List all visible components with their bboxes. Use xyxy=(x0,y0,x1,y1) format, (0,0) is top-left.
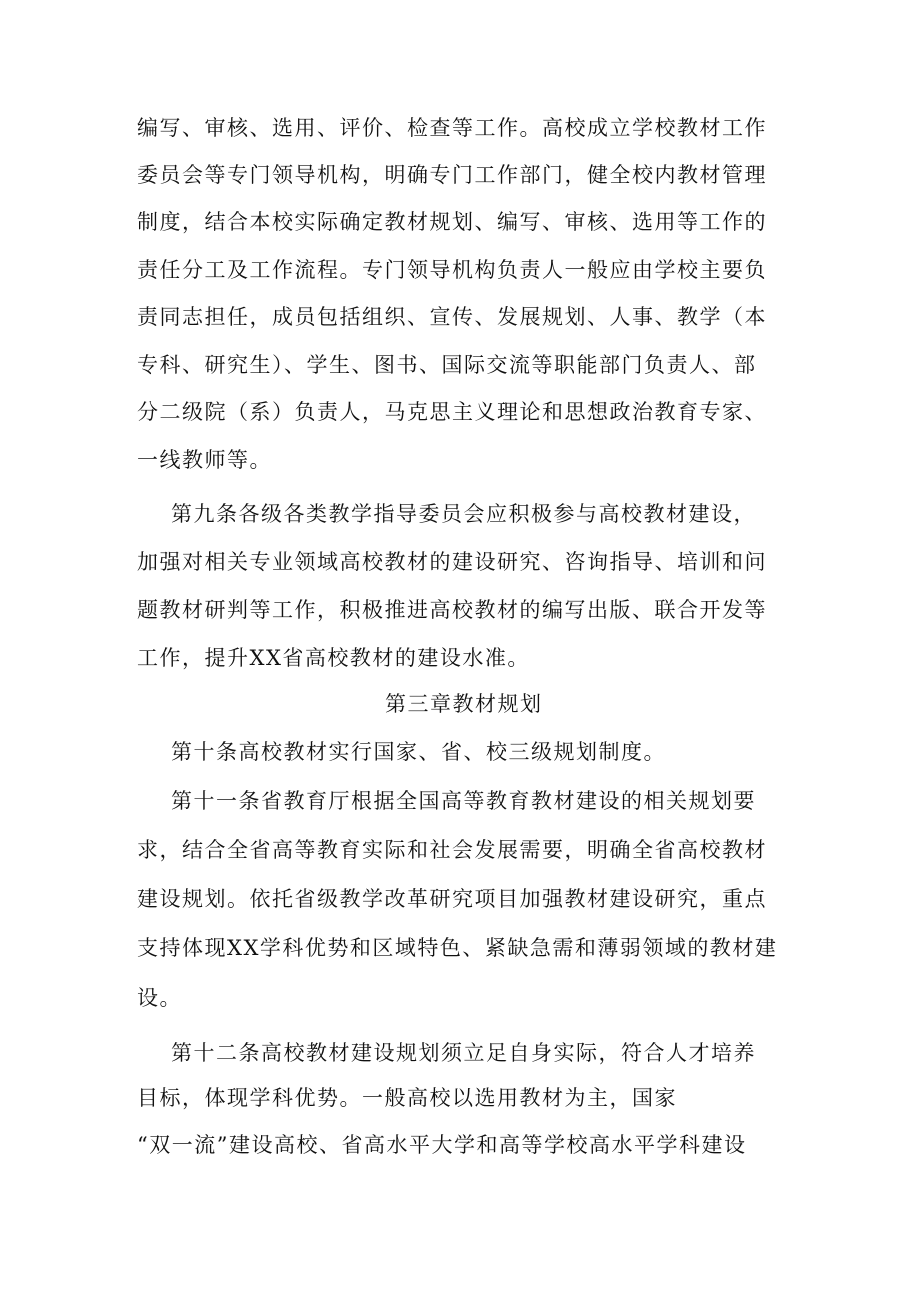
article-9-line: 第九条各级各类教学指导委员会应积极参与高校教材建设， xyxy=(171,502,756,526)
paragraph-line: 分二级院（系）负责人，马克思主义理论和思想政治教育专家、 xyxy=(137,400,767,424)
paragraph-line: 求，结合全省高等教育实际和社会发展需要，明确全省高校教材 xyxy=(137,838,767,862)
paragraph-line: 工作，提升XX省高校教材的建设水准。 xyxy=(137,646,530,670)
paragraph-line: 制度，结合本校实际确定教材规划、编写、审核、选用等工作的 xyxy=(137,210,767,234)
paragraph-line: 责任分工及工作流程。专门领导机构负责人一般应由学校主要负 xyxy=(137,258,767,282)
paragraph-line: 设。 xyxy=(137,986,182,1010)
paragraph-line: 专科、研究生）、学生、图书、国际交流等职能部门负责人、部 xyxy=(137,353,757,377)
paragraph-line: “双一流”建设高校、省高水平大学和高等学校高水平学科建设 xyxy=(137,1133,747,1157)
paragraph-line: 加强对相关专业领域高校教材的建设研究、咨询指导、培训和问 xyxy=(137,550,767,574)
article-11-line: 第十一条省教育厅根据全国高等教育教材建设的相关规划要 xyxy=(171,789,756,813)
article-12-line: 第十二条高校教材建设规划须立足自身实际，符合人才培养 xyxy=(171,1041,756,1065)
paragraph-line: 目标，体现学科优势。一般高校以选用教材为主，国家 xyxy=(137,1086,677,1110)
chapter-heading: 第三章教材规划 xyxy=(385,692,543,716)
paragraph-line: 支持体现XX学科优势和区域特色、紧缺急需和薄弱领域的教材建 xyxy=(137,936,778,960)
paragraph-line: 责同志担任，成员包括组织、宣传、发展规划、人事、教学（本 xyxy=(137,305,767,329)
paragraph-line: 题教材研判等工作，积极推进高校教材的编写出版、联合开发等 xyxy=(137,598,767,622)
paragraph-line: 建设规划。依托省级教学改革研究项目加强教材建设研究，重点 xyxy=(137,887,767,911)
paragraph-line: 编写、审核、选用、评价、检查等工作。高校成立学校教材工作 xyxy=(137,116,767,140)
paragraph-line: 一线教师等。 xyxy=(137,448,272,472)
paragraph-line: 委员会等专门领导机构，明确专门工作部门，健全校内教材管理 xyxy=(137,163,767,187)
article-10-line: 第十条高校教材实行国家、省、校三级规划制度。 xyxy=(171,740,666,764)
